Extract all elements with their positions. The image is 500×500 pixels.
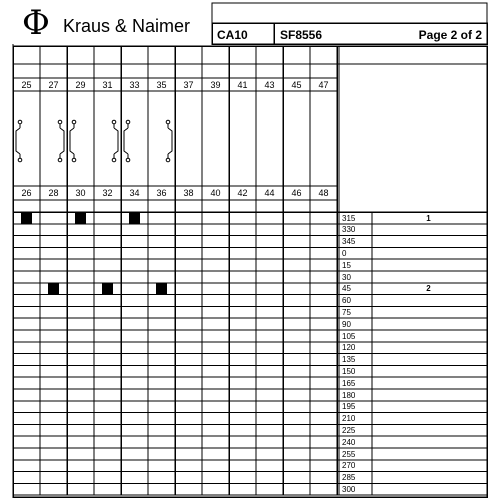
closed-contact-marker xyxy=(75,213,86,224)
angle-label: 240 xyxy=(342,437,356,447)
angle-label: 195 xyxy=(342,402,356,412)
angle-label: 270 xyxy=(342,461,356,471)
terminal-label: 38 xyxy=(183,188,194,198)
brand-name: Kraus & Naimer xyxy=(63,16,191,36)
angle-label: 315 xyxy=(342,213,356,223)
terminal-label: 47 xyxy=(318,80,329,90)
terminal-label: 27 xyxy=(48,80,59,90)
terminal-label: 48 xyxy=(318,188,329,198)
closed-contact-marker xyxy=(102,283,113,294)
angle-label: 0 xyxy=(342,248,347,258)
terminal-label: 41 xyxy=(237,80,248,90)
terminal-label: 44 xyxy=(264,188,275,198)
angle-label: 300 xyxy=(342,484,356,494)
contact-symbol xyxy=(124,120,130,162)
outer-frame xyxy=(13,46,487,497)
contact-symbol xyxy=(166,120,172,162)
terminal-label: 43 xyxy=(264,80,275,90)
contact-symbol xyxy=(58,120,64,162)
logo-symbol: Φ xyxy=(22,3,50,43)
terminal-label: 37 xyxy=(183,80,194,90)
program-number: SF8556 xyxy=(280,28,323,42)
angle-label: 225 xyxy=(342,425,356,435)
header-top-box xyxy=(212,3,487,23)
closed-contact-marker xyxy=(21,213,32,224)
angle-label: 120 xyxy=(342,343,356,353)
contact-symbol xyxy=(16,120,22,162)
terminal-label: 45 xyxy=(291,80,302,90)
terminal-label: 30 xyxy=(75,188,86,198)
angle-label: 30 xyxy=(342,272,351,282)
terminal-label: 29 xyxy=(75,80,86,90)
angle-label: 150 xyxy=(342,366,356,376)
terminal-label: 32 xyxy=(102,188,113,198)
page-indicator: Page 2 of 2 xyxy=(418,28,482,42)
terminal-label: 25 xyxy=(21,80,32,90)
position-label: 1 xyxy=(426,213,431,223)
angle-label: 105 xyxy=(342,331,356,341)
angle-label: 45 xyxy=(342,284,351,294)
angle-label: 90 xyxy=(342,319,351,329)
position-label: 2 xyxy=(426,284,431,294)
brand-logo xyxy=(20,3,220,43)
terminal-label: 26 xyxy=(21,188,32,198)
angle-label: 210 xyxy=(342,414,356,424)
terminal-label: 39 xyxy=(210,80,221,90)
angle-label: 60 xyxy=(342,296,351,306)
terminal-label: 46 xyxy=(291,188,302,198)
series-label: CA10 xyxy=(217,28,248,42)
angle-label: 285 xyxy=(342,473,356,483)
contact-symbol xyxy=(70,120,76,162)
angle-label: 345 xyxy=(342,237,356,247)
terminal-label: 28 xyxy=(48,188,59,198)
terminal-label: 40 xyxy=(210,188,221,198)
terminal-label: 36 xyxy=(156,188,167,198)
angle-label: 15 xyxy=(342,260,351,270)
closed-contact-marker xyxy=(48,283,59,294)
angle-label: 180 xyxy=(342,390,356,400)
contact-symbol xyxy=(112,120,118,162)
angle-label: 135 xyxy=(342,355,356,365)
terminal-label: 35 xyxy=(156,80,167,90)
closed-contact-marker xyxy=(156,283,167,294)
angle-label: 165 xyxy=(342,378,356,388)
terminal-label: 34 xyxy=(129,188,140,198)
angle-label: 75 xyxy=(342,307,351,317)
angle-label: 255 xyxy=(342,449,356,459)
terminal-label: 42 xyxy=(237,188,248,198)
angle-label: 330 xyxy=(342,225,356,235)
closed-contact-marker xyxy=(129,213,140,224)
terminal-label: 33 xyxy=(129,80,140,90)
terminal-label: 31 xyxy=(102,80,113,90)
